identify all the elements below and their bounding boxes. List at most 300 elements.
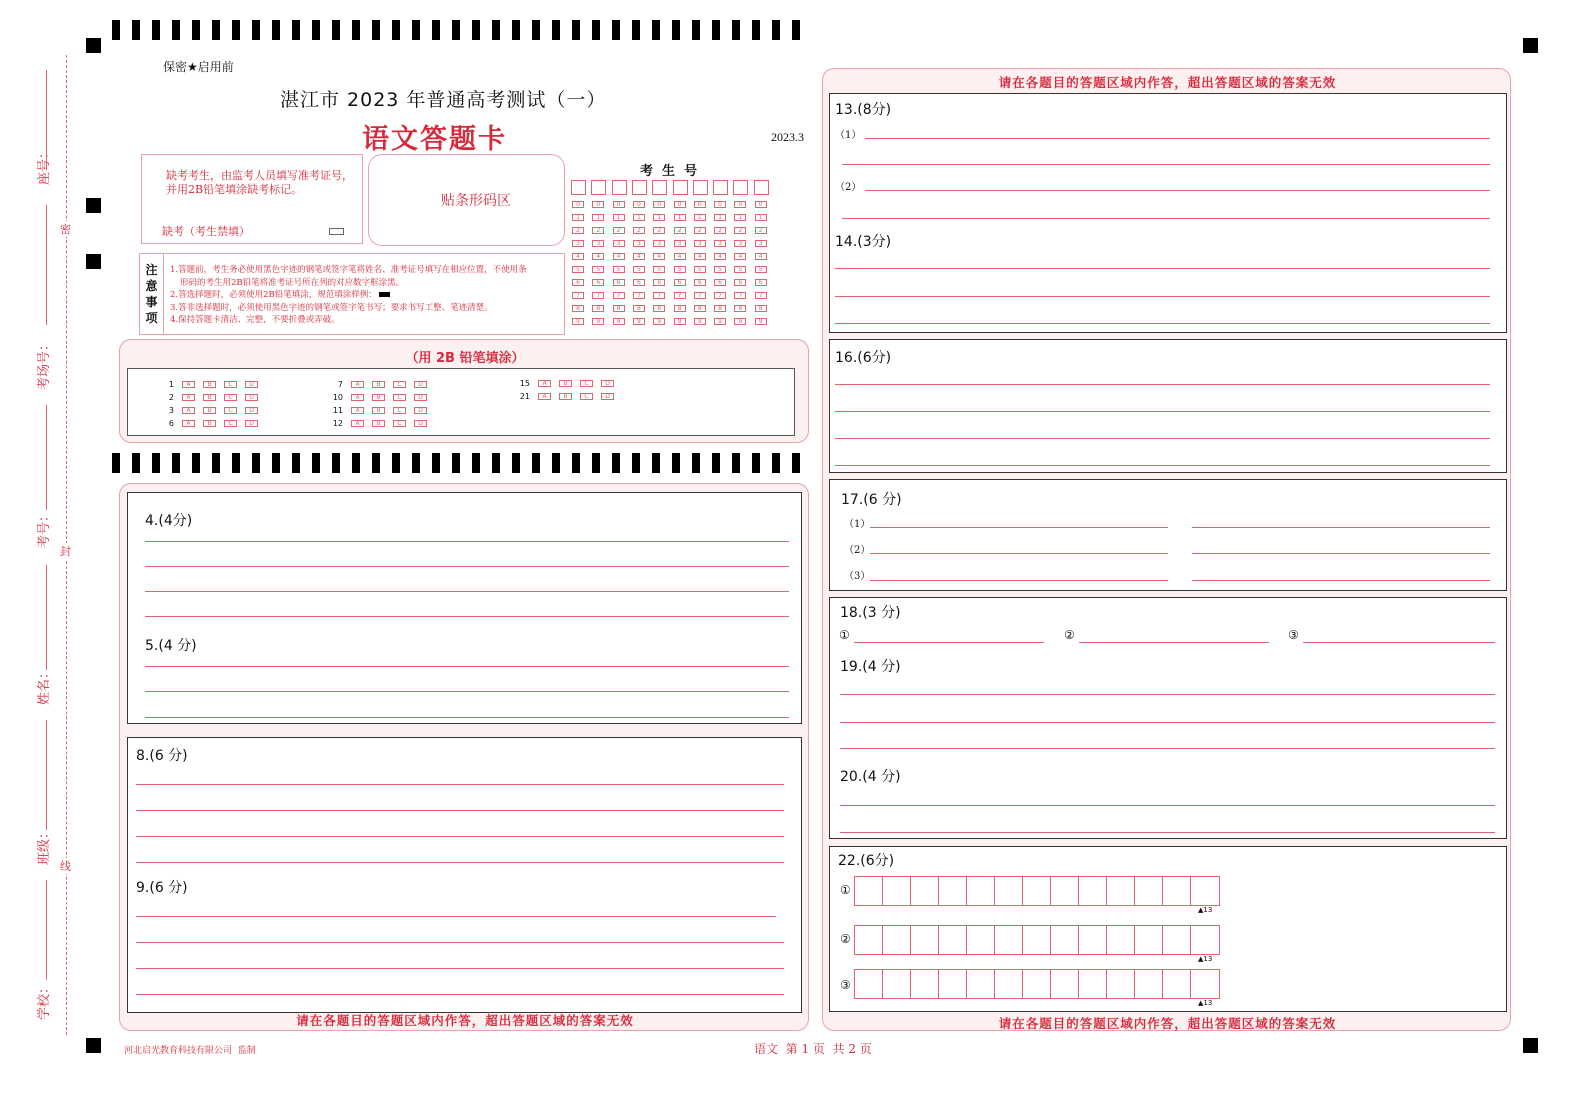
answer-line[interactable]	[840, 694, 1495, 695]
id-digit-bubble[interactable]: 3	[734, 240, 746, 247]
character-cell[interactable]	[1135, 877, 1163, 905]
character-cell[interactable]	[883, 877, 911, 905]
answer-line[interactable]	[870, 527, 1168, 528]
notice-heading-char: 意	[145, 279, 158, 293]
char-count: ▲13	[1198, 955, 1213, 963]
answer-line[interactable]	[835, 438, 1490, 439]
char-count: ▲13	[1198, 906, 1213, 914]
answer-line[interactable]	[145, 566, 789, 567]
absent-box	[141, 154, 363, 244]
answer-line[interactable]	[842, 218, 1490, 219]
character-cell[interactable]	[855, 970, 883, 998]
mc-option-bubble[interactable]: A	[182, 394, 195, 401]
q4-q5-box	[127, 492, 802, 724]
id-write-box[interactable]	[713, 180, 728, 195]
id-digit-bubble[interactable]: 5	[572, 266, 584, 273]
id-digit-bubble[interactable]: 3	[694, 240, 706, 247]
id-digit-bubble[interactable]: 3	[674, 240, 686, 247]
mc-option-bubble[interactable]: C	[393, 407, 406, 414]
answer-line[interactable]	[136, 784, 784, 785]
character-cell[interactable]	[1107, 970, 1135, 998]
answer-line[interactable]	[865, 190, 1490, 191]
id-write-box[interactable]	[693, 180, 708, 195]
subpart-label: （3）	[844, 571, 871, 582]
mc-option-bubble[interactable]: D	[414, 381, 427, 388]
mc-option-bubble[interactable]: C	[224, 381, 237, 388]
character-cell[interactable]	[1023, 926, 1051, 954]
subpart-label: （1）	[835, 130, 862, 141]
answer-line[interactable]	[145, 691, 789, 692]
mc-column	[321, 378, 435, 430]
id-write-box[interactable]	[571, 180, 586, 195]
id-digit-bubble[interactable]: 2	[592, 227, 604, 234]
id-digit-bubble[interactable]: 0	[674, 201, 686, 208]
id-digit-bubble[interactable]: 4	[694, 253, 706, 260]
id-digit-bubble[interactable]: 1	[613, 214, 625, 221]
q17-box	[829, 479, 1507, 591]
answer-line[interactable]	[835, 411, 1490, 412]
id-digit-bubble[interactable]: 9	[734, 318, 746, 325]
mc-option-bubble[interactable]: D	[414, 420, 427, 427]
answer-line[interactable]	[835, 384, 1490, 385]
id-digit-bubble[interactable]: 0	[633, 201, 645, 208]
mc-option-bubble[interactable]: A	[538, 380, 551, 387]
id-digit-bubble[interactable]: 3	[653, 240, 665, 247]
mc-option-bubble[interactable]: C	[580, 380, 593, 387]
timing-mark	[312, 20, 320, 40]
mc-option-bubble[interactable]: C	[224, 394, 237, 401]
id-digit-bubble[interactable]: 6	[694, 279, 706, 286]
answer-line[interactable]	[145, 666, 789, 667]
id-digit-bubble[interactable]: 5	[734, 266, 746, 273]
id-write-box[interactable]	[652, 180, 667, 195]
mc-option-bubble[interactable]: D	[601, 393, 614, 400]
mc-option-bubble[interactable]: D	[414, 394, 427, 401]
id-digit-bubble[interactable]: 7	[674, 292, 686, 299]
q16-box	[829, 339, 1507, 473]
id-digit-bubble[interactable]: 4	[674, 253, 686, 260]
id-digit-bubble[interactable]: 9	[714, 318, 726, 325]
mc-option-bubble[interactable]: B	[559, 380, 572, 387]
mc-option-bubble[interactable]: A	[538, 393, 551, 400]
mc-option-bubble[interactable]: A	[351, 420, 364, 427]
id-digit-bubble[interactable]: 9	[613, 318, 625, 325]
id-digit-bubble[interactable]: 5	[633, 266, 645, 273]
timing-mark	[492, 453, 500, 473]
timing-mark	[312, 453, 320, 473]
id-digit-bubble[interactable]: 2	[633, 227, 645, 234]
id-digit-bubble[interactable]: 7	[592, 292, 604, 299]
id-digit-bubble[interactable]: 0	[653, 201, 665, 208]
id-digit-bubble[interactable]: 2	[694, 227, 706, 234]
mc-option-bubble[interactable]: B	[372, 381, 385, 388]
id-digit-bubble[interactable]: 3	[755, 240, 767, 247]
character-cell[interactable]	[1051, 926, 1079, 954]
timing-mark	[212, 453, 220, 473]
notice-box	[139, 253, 565, 335]
timing-mark	[152, 453, 160, 473]
id-digit-bubble[interactable]: 3	[592, 240, 604, 247]
timing-mark	[412, 453, 420, 473]
mc-option-bubble[interactable]: D	[245, 381, 258, 388]
timing-mark	[132, 20, 140, 40]
id-digit-bubble[interactable]: 7	[572, 292, 584, 299]
answer-line[interactable]	[840, 748, 1495, 749]
id-digit-bubble[interactable]: 8	[734, 305, 746, 312]
q13-q14-box	[829, 93, 1507, 333]
mc-option-bubble[interactable]: B	[203, 407, 216, 414]
timing-mark	[112, 453, 120, 473]
answer-line[interactable]	[145, 591, 789, 592]
character-cell[interactable]	[1107, 926, 1135, 954]
mc-number: 3	[168, 406, 174, 415]
timing-mark	[232, 20, 240, 40]
id-digit-bubble[interactable]: 6	[714, 279, 726, 286]
binding-line	[46, 880, 47, 980]
seal-xian: 线	[60, 860, 71, 873]
answer-line[interactable]	[145, 541, 789, 542]
answer-line[interactable]	[1192, 527, 1490, 528]
mc-option-bubble[interactable]: C	[224, 407, 237, 414]
id-write-box[interactable]	[612, 180, 627, 195]
timing-mark	[232, 453, 240, 473]
answer-line[interactable]	[1303, 642, 1495, 643]
answer-line[interactable]	[136, 942, 784, 943]
mc-option-bubble[interactable]: D	[245, 407, 258, 414]
character-cell[interactable]	[939, 926, 967, 954]
mc-number: 7	[337, 380, 343, 389]
mc-option-bubble[interactable]: D	[414, 407, 427, 414]
character-grid[interactable]	[854, 925, 1220, 955]
id-digit-bubble[interactable]: 9	[755, 318, 767, 325]
id-digit-bubble[interactable]: 8	[694, 305, 706, 312]
answer-line[interactable]	[136, 968, 784, 969]
character-cell[interactable]	[1163, 970, 1191, 998]
character-cell[interactable]	[1079, 926, 1107, 954]
id-digit-bubble[interactable]: 6	[674, 279, 686, 286]
id-digit-bubble[interactable]: 0	[613, 201, 625, 208]
circle-label: ③	[840, 978, 851, 992]
id-digit-bubble[interactable]: 1	[694, 214, 706, 221]
mc-option-bubble[interactable]: D	[601, 380, 614, 387]
id-digit-bubble[interactable]: 9	[653, 318, 665, 325]
timing-mark	[672, 20, 680, 40]
id-digit-bubble[interactable]: 2	[755, 227, 767, 234]
subpart-label: （1）	[844, 519, 871, 530]
id-digit-bubble[interactable]: 1	[714, 214, 726, 221]
mc-option-bubble[interactable]: A	[351, 381, 364, 388]
id-digit-bubble[interactable]: 2	[653, 227, 665, 234]
mc-option-bubble[interactable]: C	[393, 420, 406, 427]
answer-line[interactable]	[1192, 580, 1490, 581]
answer-line[interactable]	[835, 465, 1490, 466]
exam-title: 湛江市 2023 年普通高考测试（一）	[280, 89, 607, 111]
id-digit-bubble[interactable]: 4	[653, 253, 665, 260]
character-cell[interactable]	[939, 970, 967, 998]
id-digit-bubble[interactable]: 9	[694, 318, 706, 325]
mc-number: 15	[519, 379, 530, 388]
timing-mark	[752, 20, 760, 40]
character-cell[interactable]	[1051, 970, 1079, 998]
answer-line[interactable]	[136, 836, 784, 837]
answer-line[interactable]	[136, 862, 784, 863]
id-digit-bubble[interactable]: 5	[613, 266, 625, 273]
circle-label: ①	[840, 883, 851, 897]
character-cell[interactable]	[911, 926, 939, 954]
id-digit-bubble[interactable]: 5	[755, 266, 767, 273]
timing-mark	[792, 453, 800, 473]
mc-row	[508, 390, 622, 403]
id-digit-bubble[interactable]: 3	[633, 240, 645, 247]
id-digit-bubble[interactable]: 5	[714, 266, 726, 273]
character-cell[interactable]	[855, 926, 883, 954]
mc-option-bubble[interactable]: A	[182, 407, 195, 414]
character-cell[interactable]	[995, 877, 1023, 905]
mc-option-bubble[interactable]: A	[182, 381, 195, 388]
absent-label: 缺考（考生禁填）	[162, 225, 250, 238]
id-digit-bubble[interactable]: 2	[572, 227, 584, 234]
id-digit-bubble[interactable]: 0	[714, 201, 726, 208]
id-digit-bubble[interactable]: 4	[592, 253, 604, 260]
id-digit-bubble[interactable]: 5	[674, 266, 686, 273]
id-digit-bubble[interactable]: 8	[674, 305, 686, 312]
id-digit-bubble[interactable]: 4	[714, 253, 726, 260]
id-digit-bubble[interactable]: 7	[653, 292, 665, 299]
id-digit-bubble[interactable]: 0	[755, 201, 767, 208]
circle-label: ②	[840, 932, 851, 946]
timing-mark	[612, 20, 620, 40]
id-digit-bubble[interactable]: 2	[714, 227, 726, 234]
mc-option-bubble[interactable]: D	[245, 394, 258, 401]
mc-option-bubble[interactable]: A	[351, 394, 364, 401]
id-digit-bubble[interactable]: 7	[633, 292, 645, 299]
registration-mark	[86, 1038, 101, 1053]
id-digit-bubble[interactable]: 9	[633, 318, 645, 325]
id-digit-bubble[interactable]: 3	[613, 240, 625, 247]
answer-line[interactable]	[145, 616, 789, 617]
page-label: 语文 第 1 页 共 2 页	[754, 1042, 872, 1056]
answer-line[interactable]	[835, 268, 1490, 269]
character-cell[interactable]	[967, 970, 995, 998]
character-cell[interactable]	[1163, 926, 1191, 954]
mc-option-bubble[interactable]: B	[203, 381, 216, 388]
printer-label: 河北启光教育科技有限公司 监制	[124, 1046, 256, 1056]
id-digit-bubble[interactable]: 1	[755, 214, 767, 221]
mc-option-bubble[interactable]: B	[372, 420, 385, 427]
timing-mark	[692, 20, 700, 40]
answer-line[interactable]	[865, 138, 1490, 139]
character-cell[interactable]	[1163, 877, 1191, 905]
answer-line[interactable]	[840, 722, 1495, 723]
id-digit-bubble[interactable]: 4	[572, 253, 584, 260]
mc-number: 21	[519, 392, 530, 401]
answer-line[interactable]	[870, 580, 1168, 581]
answer-line[interactable]	[835, 296, 1490, 297]
id-digit-bubble[interactable]: 0	[694, 201, 706, 208]
id-digit-bubble[interactable]: 8	[653, 305, 665, 312]
id-write-box[interactable]	[733, 180, 748, 195]
id-digit-bubble[interactable]: 8	[592, 305, 604, 312]
timing-mark	[192, 20, 200, 40]
id-digit-bubble[interactable]: 7	[694, 292, 706, 299]
absent-checkbox[interactable]	[329, 228, 344, 235]
id-digit-bubble[interactable]: 9	[572, 318, 584, 325]
id-digit-bubble[interactable]: 2	[613, 227, 625, 234]
id-digit-bubble[interactable]: 3	[714, 240, 726, 247]
id-digit-bubble[interactable]: 5	[592, 266, 604, 273]
timing-track-middle	[112, 453, 800, 473]
answer-line[interactable]	[136, 810, 784, 811]
timing-mark	[352, 20, 360, 40]
timing-mark	[472, 20, 480, 40]
id-digit-bubble[interactable]: 7	[613, 292, 625, 299]
answer-line[interactable]	[835, 323, 1490, 324]
id-digit-bubble[interactable]: 7	[714, 292, 726, 299]
character-cell[interactable]	[967, 877, 995, 905]
q22-box	[829, 846, 1507, 1012]
character-cell[interactable]	[967, 926, 995, 954]
timing-mark	[332, 20, 340, 40]
timing-mark	[652, 20, 660, 40]
id-digit-bubble[interactable]: 6	[592, 279, 604, 286]
id-digit-bubble[interactable]: 0	[734, 201, 746, 208]
answer-line[interactable]	[145, 717, 789, 718]
timing-mark	[432, 20, 440, 40]
id-write-box[interactable]	[673, 180, 688, 195]
answer-line[interactable]	[842, 164, 1490, 165]
mc-option-bubble[interactable]: C	[393, 381, 406, 388]
id-write-box[interactable]	[632, 180, 647, 195]
mc-column	[152, 378, 266, 430]
id-digit-bubble[interactable]: 8	[755, 305, 767, 312]
timing-mark	[632, 453, 640, 473]
id-digit-bubble[interactable]: 5	[694, 266, 706, 273]
id-digit-bubble[interactable]: 8	[613, 305, 625, 312]
character-cell[interactable]	[1191, 926, 1219, 954]
class-label: 班级：	[37, 825, 52, 865]
id-digit-bubble[interactable]: 4	[633, 253, 645, 260]
character-cell[interactable]	[1079, 877, 1107, 905]
id-digit-bubble[interactable]: 7	[755, 292, 767, 299]
mc-option-bubble[interactable]: B	[372, 407, 385, 414]
character-cell[interactable]	[1051, 877, 1079, 905]
character-cell[interactable]	[1191, 970, 1219, 998]
character-cell[interactable]	[883, 926, 911, 954]
id-digit-bubble[interactable]: 1	[734, 214, 746, 221]
id-digit-bubble[interactable]: 5	[653, 266, 665, 273]
character-cell[interactable]	[939, 877, 967, 905]
id-digit-bubble[interactable]: 6	[755, 279, 767, 286]
character-cell[interactable]	[855, 877, 883, 905]
timing-mark	[732, 20, 740, 40]
id-digit-bubble[interactable]: 9	[592, 318, 604, 325]
id-digit-bubble[interactable]: 1	[633, 214, 645, 221]
id-digit-bubble[interactable]: 1	[572, 214, 584, 221]
character-cell[interactable]	[1023, 970, 1051, 998]
mc-option-bubble[interactable]: B	[203, 420, 216, 427]
character-grid[interactable]	[854, 876, 1220, 906]
character-cell[interactable]	[1107, 877, 1135, 905]
circle-label: ①	[839, 628, 850, 642]
id-digit-bubble[interactable]: 2	[674, 227, 686, 234]
q16-label: 16.(6分)	[835, 350, 892, 366]
mc-option-bubble[interactable]: D	[245, 420, 258, 427]
timing-mark	[512, 20, 520, 40]
id-digit-bubble[interactable]: 8	[714, 305, 726, 312]
id-digit-bubble[interactable]: 6	[734, 279, 746, 286]
timing-mark	[712, 20, 720, 40]
mc-option-bubble[interactable]: A	[182, 420, 195, 427]
answer-line[interactable]	[870, 553, 1168, 554]
id-digit-bubble[interactable]: 7	[734, 292, 746, 299]
timing-mark	[552, 20, 560, 40]
q18-q20-box	[829, 597, 1507, 839]
mc-option-bubble[interactable]: C	[224, 420, 237, 427]
id-write-box[interactable]	[754, 180, 769, 195]
answer-line[interactable]	[136, 994, 784, 995]
id-digit-bubble[interactable]: 4	[734, 253, 746, 260]
answer-line[interactable]	[1079, 642, 1269, 643]
notice-heading	[140, 254, 164, 334]
timing-mark	[452, 453, 460, 473]
character-cell[interactable]	[995, 970, 1023, 998]
answer-line[interactable]	[136, 916, 776, 917]
id-digit-bubble[interactable]: 8	[633, 305, 645, 312]
character-cell[interactable]	[995, 926, 1023, 954]
answer-line[interactable]	[854, 642, 1044, 643]
id-digit-bubble[interactable]: 2	[734, 227, 746, 234]
id-digit-bubble[interactable]: 1	[592, 214, 604, 221]
id-write-box[interactable]	[591, 180, 606, 195]
mc-option-bubble[interactable]: B	[203, 394, 216, 401]
character-cell[interactable]	[911, 877, 939, 905]
mc-option-bubble[interactable]: A	[351, 407, 364, 414]
timing-mark	[272, 453, 280, 473]
id-digit-bubble[interactable]: 6	[613, 279, 625, 286]
answer-line[interactable]	[1192, 553, 1490, 554]
character-cell[interactable]	[1135, 926, 1163, 954]
id-digit-bubble[interactable]: 6	[653, 279, 665, 286]
id-digit-bubble[interactable]: 8	[572, 305, 584, 312]
id-digit-bubble[interactable]: 1	[653, 214, 665, 221]
character-cell[interactable]	[1023, 877, 1051, 905]
answer-line[interactable]	[840, 805, 1495, 806]
mc-option-bubble[interactable]: B	[559, 393, 572, 400]
character-grid[interactable]	[854, 969, 1220, 999]
id-digit-bubble[interactable]: 0	[572, 201, 584, 208]
id-digit-bubble[interactable]: 0	[592, 201, 604, 208]
character-cell[interactable]	[1135, 970, 1163, 998]
timing-mark	[732, 453, 740, 473]
id-digit-bubble[interactable]: 4	[755, 253, 767, 260]
id-digit-bubble[interactable]: 6	[633, 279, 645, 286]
answer-line[interactable]	[840, 832, 1495, 833]
id-digit-bubble[interactable]: 3	[572, 240, 584, 247]
mc-option-bubble[interactable]: C	[580, 393, 593, 400]
notice-item: 形码的考生用2B铅笔将准考证号所在列的对应数字框涂黑。	[180, 277, 405, 288]
id-digit-bubble[interactable]: 6	[572, 279, 584, 286]
timing-mark	[132, 453, 140, 473]
mc-option-bubble[interactable]: B	[372, 394, 385, 401]
id-digit-bubble[interactable]: 9	[674, 318, 686, 325]
character-cell[interactable]	[911, 970, 939, 998]
id-digit-bubble[interactable]: 1	[674, 214, 686, 221]
id-digit-bubble[interactable]: 4	[613, 253, 625, 260]
mc-option-bubble[interactable]: C	[393, 394, 406, 401]
character-cell[interactable]	[1191, 877, 1219, 905]
character-cell[interactable]	[1079, 970, 1107, 998]
character-cell[interactable]	[883, 970, 911, 998]
